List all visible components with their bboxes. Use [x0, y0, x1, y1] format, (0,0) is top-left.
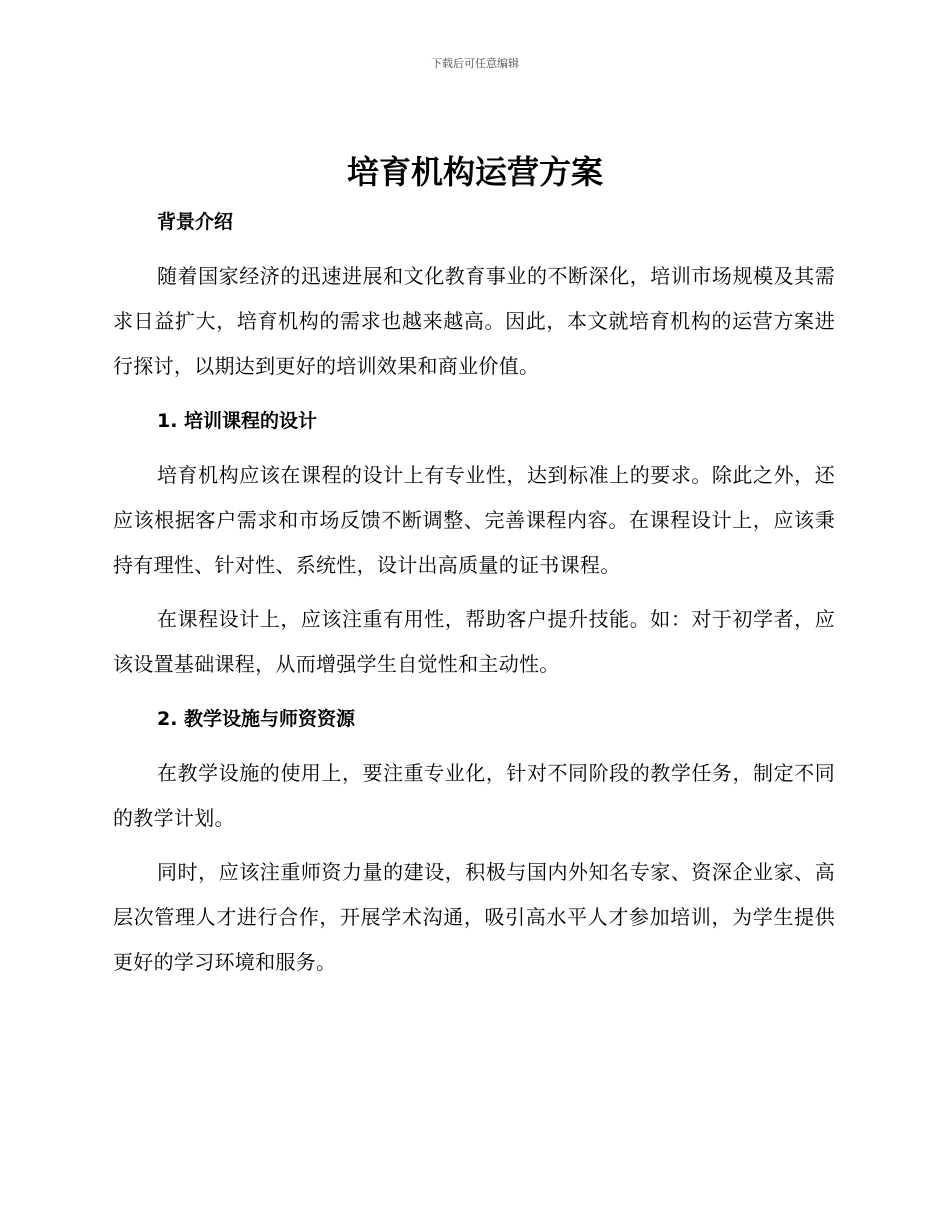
paragraph: 在课程设计上，应该注重有用性，帮助客户提升技能。如：对于初学者，应该设置基础课程，从而增强学生自觉性和主动性。	[113, 607, 835, 676]
paragraph: 在教学设施的使用上，要注重专业化，针对不同阶段的教学任务，制定不同的教学计划。	[113, 761, 835, 830]
paragraph: 随着国家经济的迅速进展和文化教育事业的不断深化，培训市场规模及其需求日益扩大，培育机构的需求也越来越高。因此，本文就培育机构的运营方案进行探讨，以期达到更好的培训效果和商业价值。	[113, 264, 835, 378]
paragraph: 培育机构应该在课程的设计上有专业性，达到标准上的要求。除此之外，还应该根据客户需求和市场反馈不断调整、完善课程内容。在课程设计上，应该秉持有理性、针对性、系统性，设计出高质量的证书课程。	[113, 463, 835, 577]
paragraph: 同时，应该注重师资力量的建设，积极与国内外知名专家、资深企业家、高层次管理人才进行合作，开展学术沟通，吸引高水平人才参加培训，为学生提供更好的学习环境和服务。	[113, 860, 835, 974]
section-heading-background: 背景介绍	[157, 211, 234, 233]
document-title: 培育机构运营方案	[346, 153, 603, 191]
section-heading-course-design: 1. 培训课程的设计	[157, 410, 318, 432]
section-heading-facilities: 2. 教学设施与师资资源	[157, 708, 356, 730]
document-body	[113, 204, 835, 985]
header-note: 下载后可任意编辑	[431, 57, 519, 70]
